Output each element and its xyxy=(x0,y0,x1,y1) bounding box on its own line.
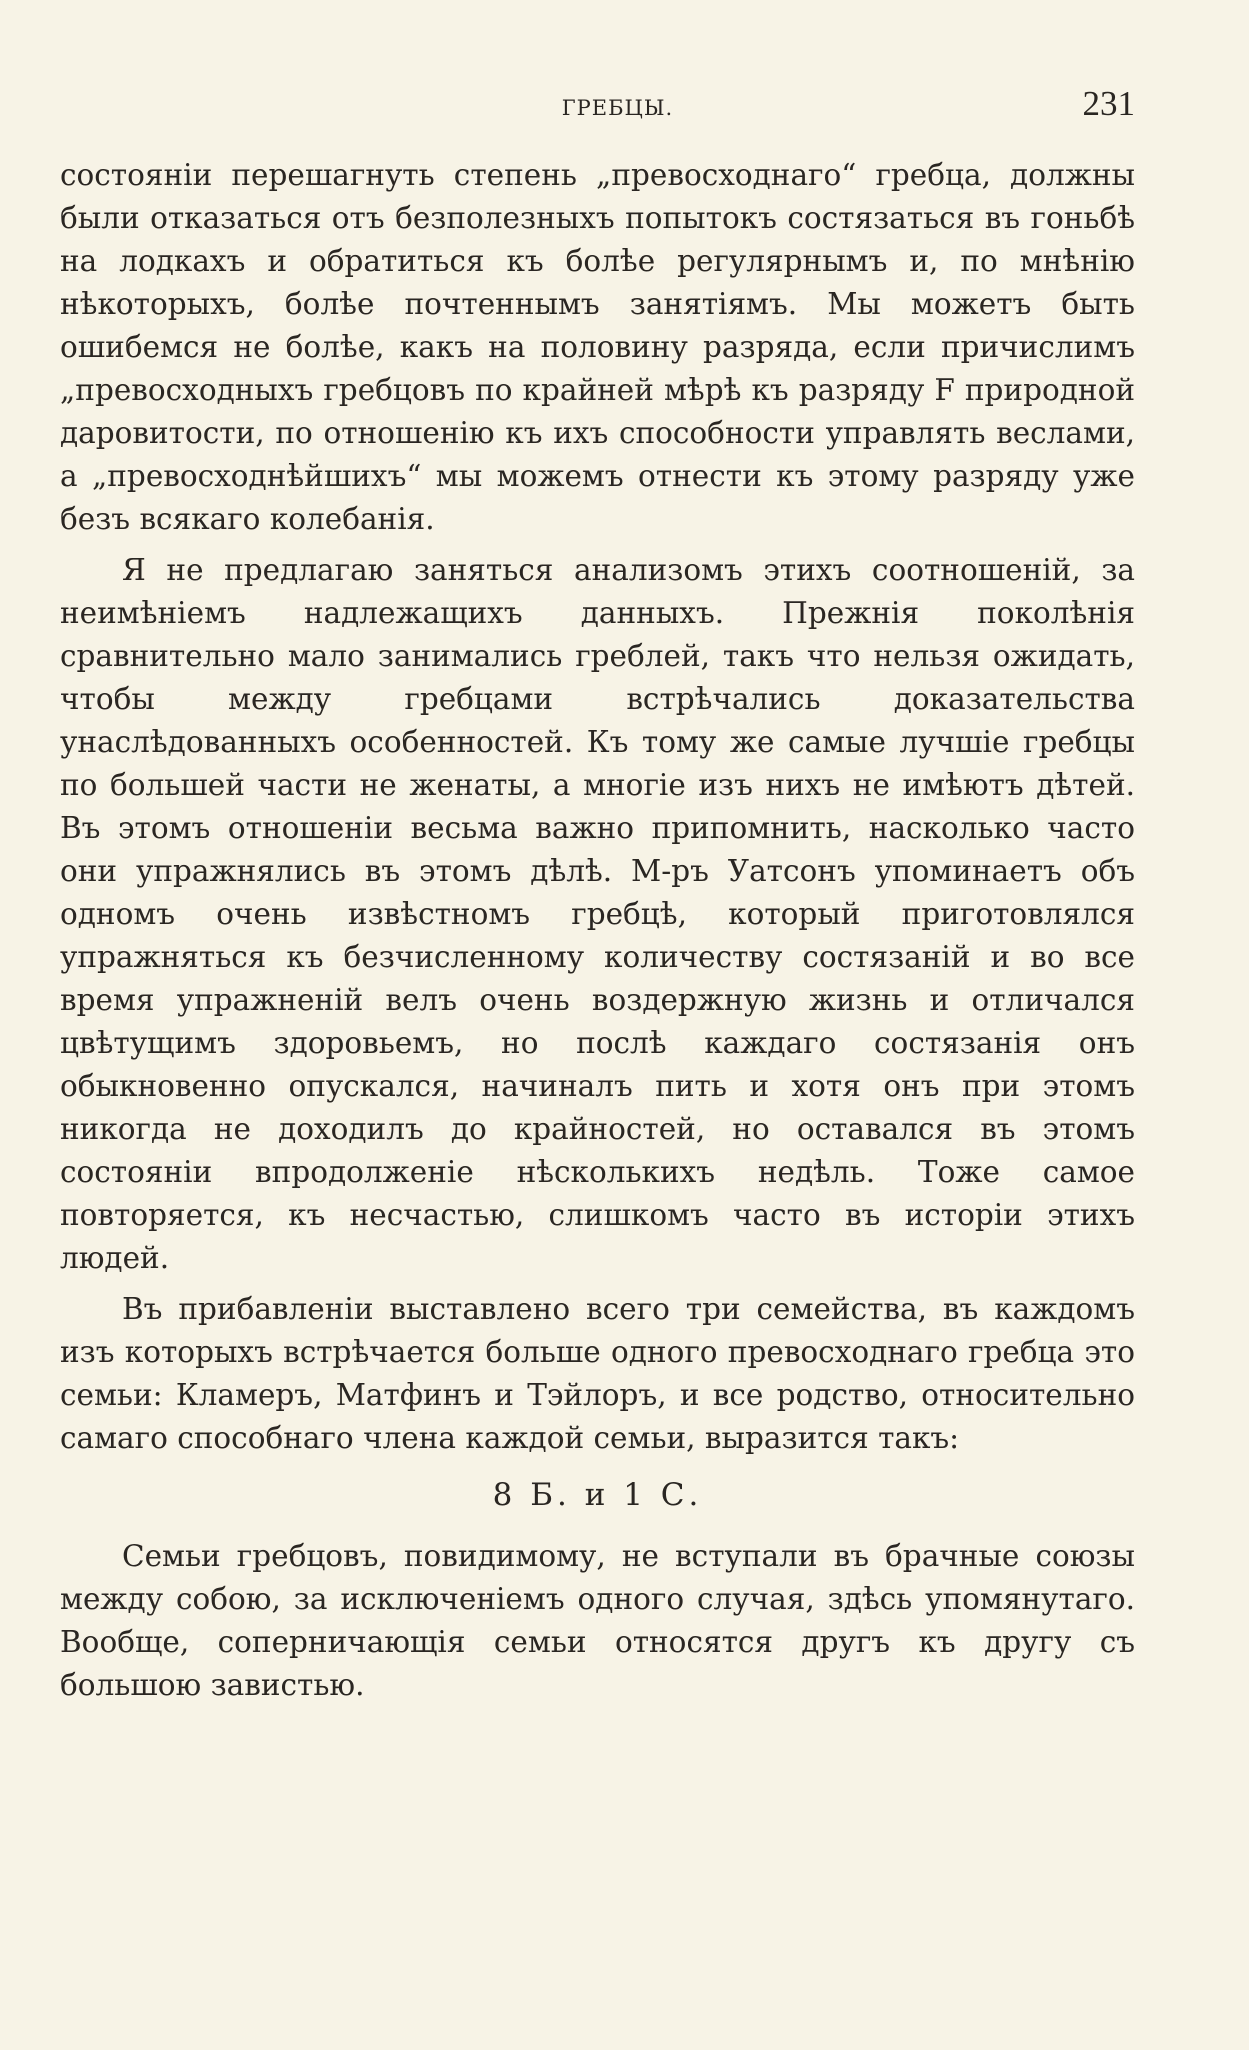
formula: 8 Б. и 1 С. xyxy=(492,1477,703,1513)
paragraph-4: Семьи гребцовъ, повидимому, не вступали въ брачные союзы между собою, за исключенiемъ одного случая, здѣсь упомянутаго. Вообще, соперничающiя семьи относятся другъ къ другу съ большою завистью. xyxy=(60,1539,1135,1702)
page-number: 231 xyxy=(1082,84,1135,123)
paragraph-1: состоянiи перешагнуть степень „превосходнаго“ гребца, должны были отказаться отъ безполезныхъ попытокъ состязаться въ гоньбѣ на лодкахъ и обратиться къ болѣе регулярнымъ и, по мнѣнiю нѣкоторыхъ, болѣе почтеннымъ занятiямъ. Мы можетъ быть ошибемся не болѣе, какъ на половину разряда, если причислимъ „превосходныхъ гребцовъ по крайней мѣрѣ къ разряду F природной даровитости, по отношенiю къ ихъ способности управлять веслами, а „превосходнѣйшихъ“ мы можемъ отнести къ этому разряду уже безъ всякаго колебанiя. xyxy=(60,158,1135,536)
book-page xyxy=(60,80,1135,1707)
body-text xyxy=(60,154,1135,1707)
paragraph-3: Въ прибавленiи выставлено всего три семейства, въ каждомъ изъ которыхъ встрѣчается больше одного превосходнаго гребца это семьи: Кламеръ, Матфинъ и Тэйлоръ, и все родство, относительно самаго способнаго члена каждой семьи, выразится такъ: xyxy=(60,1292,1135,1455)
page-header xyxy=(60,80,1135,130)
running-title: ГРЕБЦЫ. xyxy=(561,96,674,120)
paragraph-2: Я не предлагаю заняться анализомъ этихъ соотношенiй, за неимѣнiемъ надлежащихъ данныхъ. Прежнiя поколѣнiя сравнительно мало занимались греблей, такъ что нельзя ожидать, чтобы между гребцами встрѣчались доказательства унаслѣдованныхъ особенностей. Къ тому же самые лучшiе гребцы по большей части не женаты, а многiе изъ нихъ не имѣютъ дѣтей. Въ этомъ отношенiи весьма важно припомнить, насколько часто они упражнялись въ этомъ дѣлѣ. М-ръ Уатсонъ упоминаетъ объ одномъ очень извѣстномъ гребцѣ, который приготовлялся упражняться къ безчисленному количеству состязанiй и во все время упражненiй велъ очень воздержную жизнь и отличался цвѣтущимъ здоровьемъ, но послѣ каждаго состязанiя онъ обыкновенно опускался, начиналъ пить и хотя онъ при этомъ никогда не доходилъ до крайностей, но оставался въ этомъ состоянiи впродолженiе нѣсколькихъ недѣль. Тоже самое повторяется, къ несчастью, слишкомъ часто въ исторiи этихъ людей. xyxy=(60,553,1135,1275)
